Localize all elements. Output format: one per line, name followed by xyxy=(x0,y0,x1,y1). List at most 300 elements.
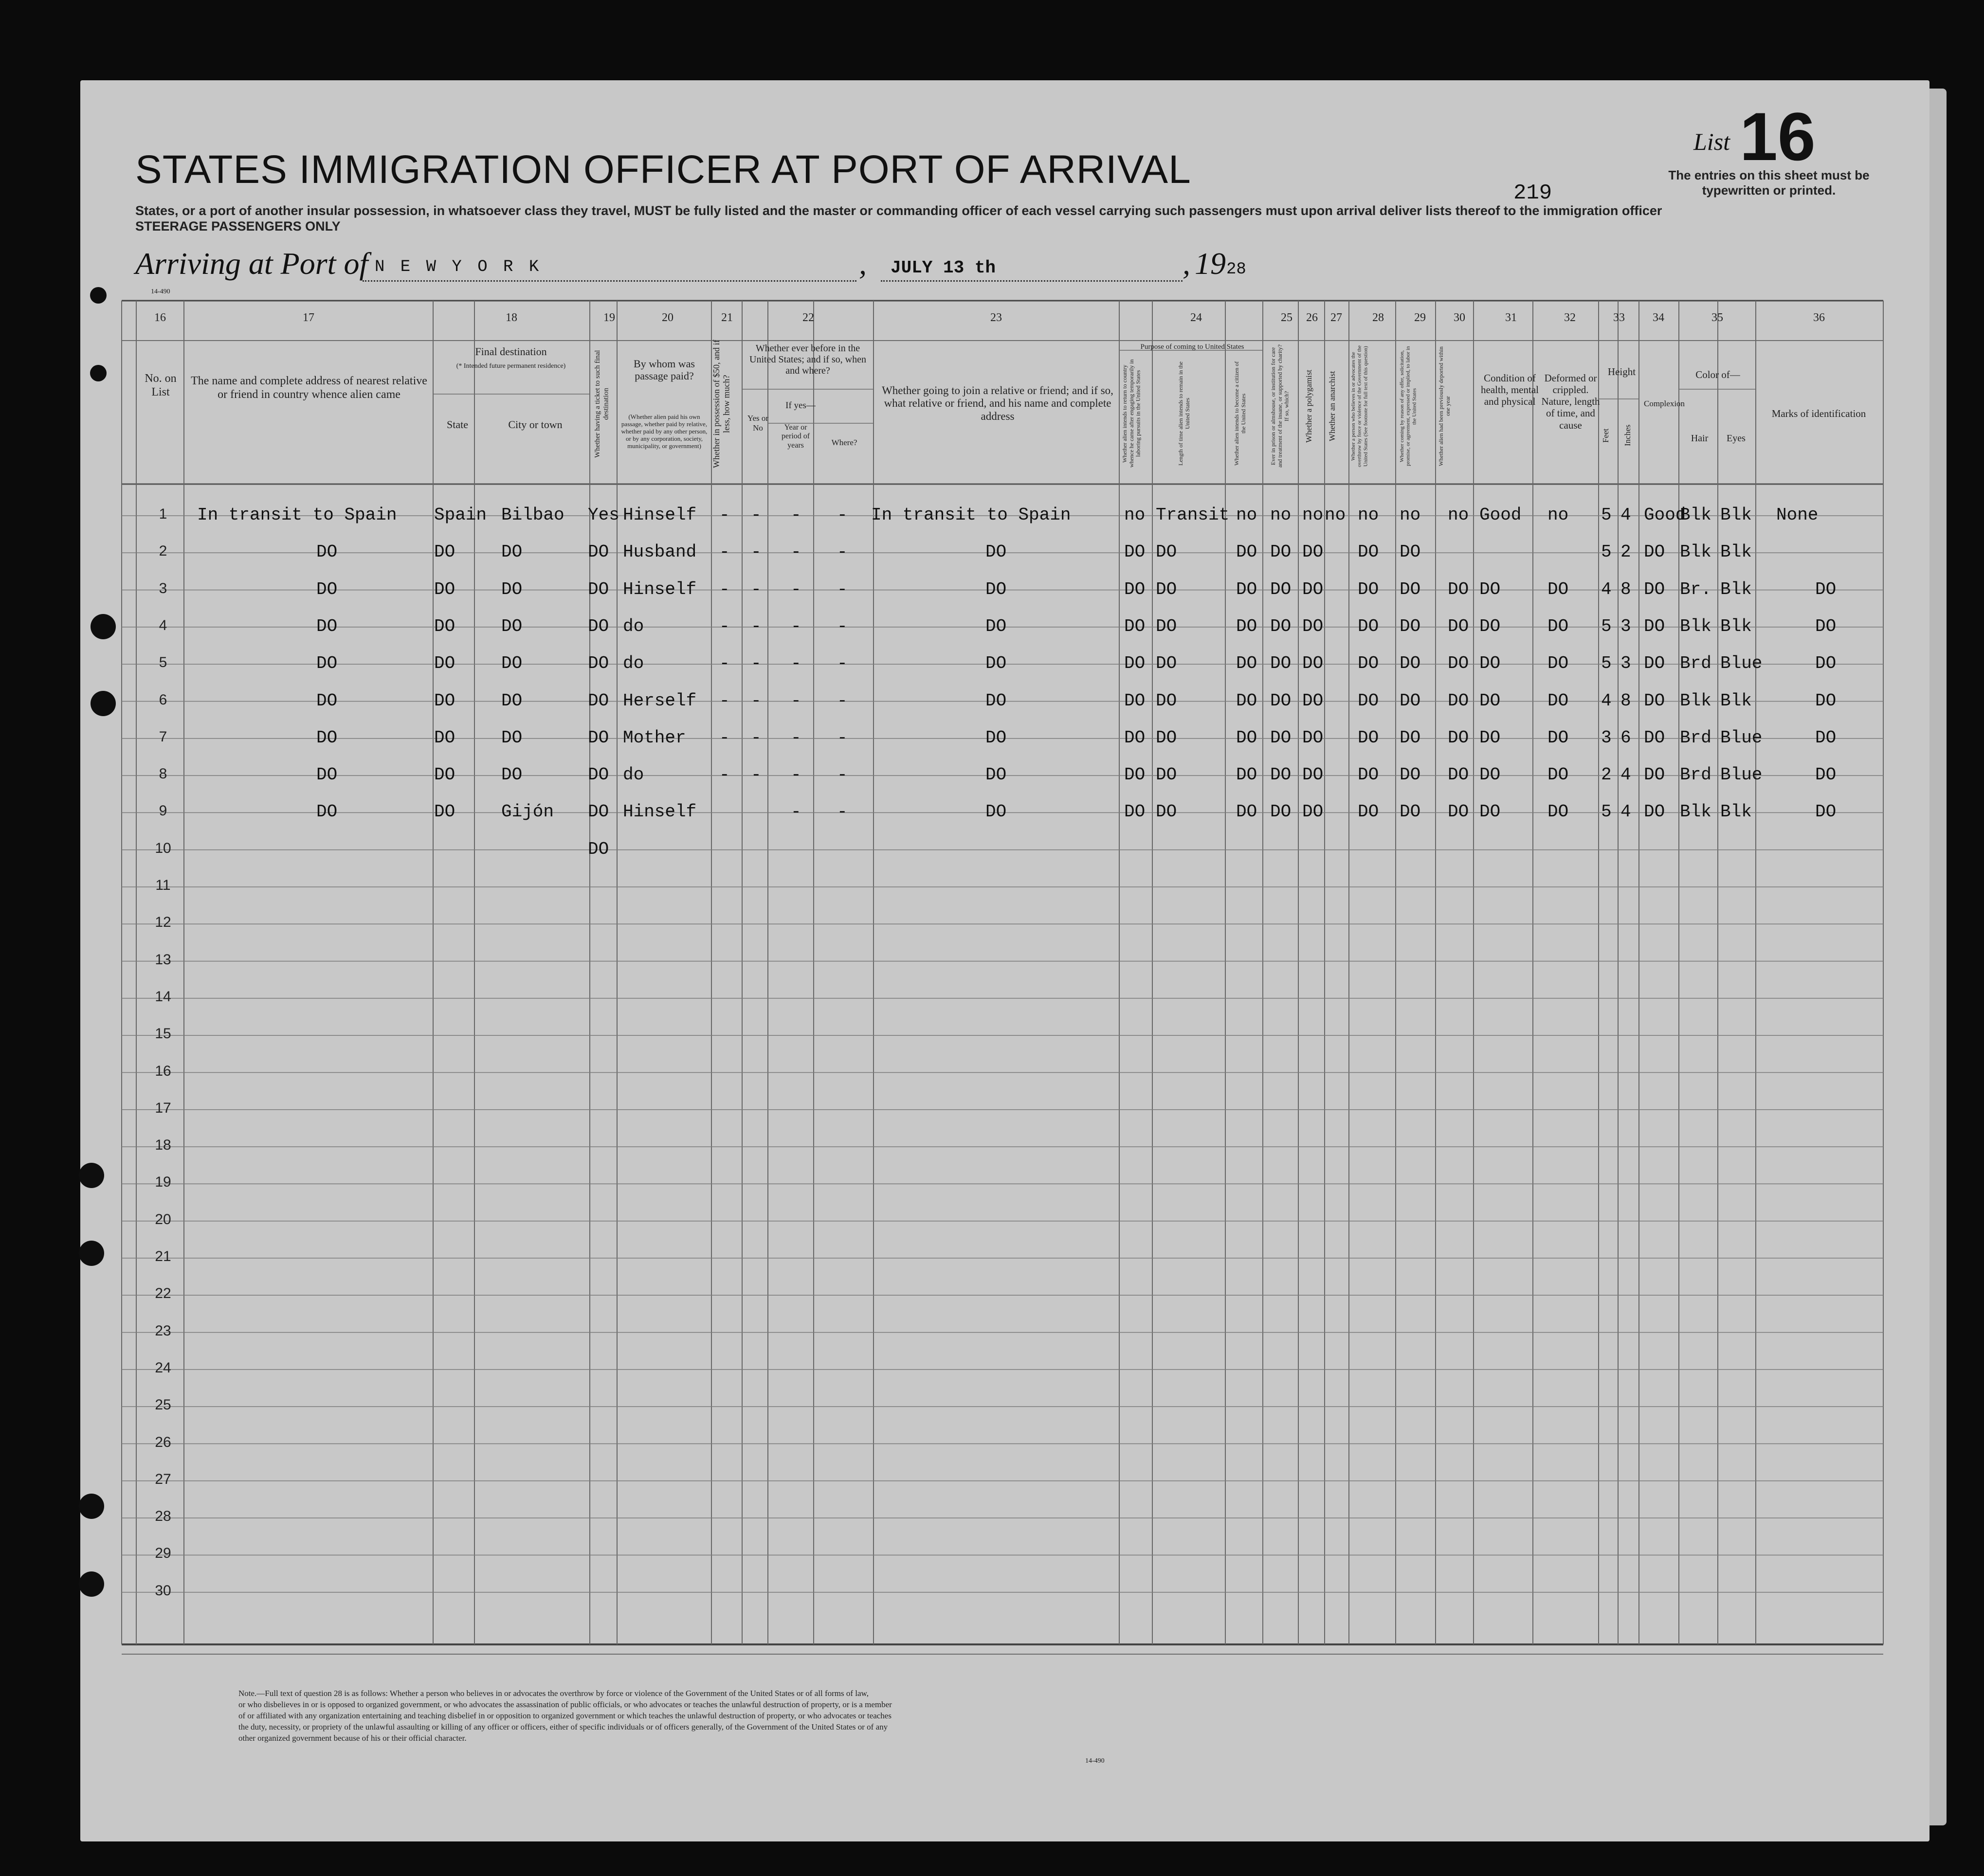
header-final-destination: Final destination xyxy=(475,345,547,358)
cell-c18c: DO xyxy=(501,653,523,674)
cell-c32: DO xyxy=(1547,653,1569,674)
cell-c20: Hinself xyxy=(623,579,697,599)
cell-c33f: 5 xyxy=(1601,616,1612,636)
cell-c17: DO xyxy=(316,616,338,636)
header-offer-labor: Whether coming by reason of any offer, solicitation, promise, or agreement, expressed or implied, to labor in the United States xyxy=(1399,346,1418,467)
cell-c20: Herself xyxy=(623,690,697,711)
cell-c29: DO xyxy=(1400,802,1421,822)
cell-c22b: - xyxy=(791,579,801,599)
header-state: State xyxy=(447,418,468,431)
header-joining-relative: Whether going to join a relative or friend; and if so, what relative or friend, and his name and complete address xyxy=(882,384,1113,422)
cell-c28: DO xyxy=(1358,579,1379,599)
cell-c20: do xyxy=(623,653,644,674)
cell-c22c: - xyxy=(837,802,848,822)
cell-c33f: 5 xyxy=(1601,653,1612,674)
cell-c24a: DO xyxy=(1124,579,1146,599)
cell-c24c: DO xyxy=(1236,690,1257,711)
cell-c35h: Blk xyxy=(1680,505,1711,525)
cell-c31: DO xyxy=(1479,653,1501,674)
column-number: 19 xyxy=(603,311,615,324)
cell-c31: DO xyxy=(1479,727,1501,748)
row-number: 4 xyxy=(159,617,167,633)
cell-c31: DO xyxy=(1479,765,1501,785)
cell-c23: DO xyxy=(985,765,1007,785)
cell-c32: DO xyxy=(1547,616,1569,636)
header-feet: Feet xyxy=(1601,428,1610,443)
row-number: 20 xyxy=(155,1211,171,1227)
cell-c24c: DO xyxy=(1236,653,1257,674)
row-number: 5 xyxy=(159,654,167,671)
header-inches: Inches xyxy=(1623,424,1632,447)
cell-c24c: no xyxy=(1236,505,1257,525)
cell-c19: DO xyxy=(588,542,609,562)
cell-c22a: - xyxy=(751,727,762,748)
row-number: 8 xyxy=(159,766,167,782)
cell-c36: DO xyxy=(1815,802,1837,822)
cell-c24c: DO xyxy=(1236,616,1257,636)
cell-c26: no xyxy=(1302,505,1324,525)
row-number: 6 xyxy=(159,691,167,708)
cell-c33f: 4 xyxy=(1601,579,1612,599)
cell-c31: DO xyxy=(1479,802,1501,822)
cell-c21: - xyxy=(719,690,730,711)
cell-c19: DO xyxy=(588,579,609,599)
cell-c20: Hinself xyxy=(623,802,697,822)
cell-c21: - xyxy=(719,579,730,599)
cell-c23: DO xyxy=(985,802,1007,822)
row-number: 26 xyxy=(155,1434,171,1450)
cell-c35e: Blue xyxy=(1720,653,1763,674)
cell-c17: DO xyxy=(316,802,338,822)
cell-c35h: Brd xyxy=(1680,653,1711,674)
row-number: 1 xyxy=(159,506,167,522)
cell-c35h: Blk xyxy=(1680,542,1711,562)
cell-c30: DO xyxy=(1448,616,1469,636)
cell-c24b: DO xyxy=(1156,765,1177,785)
cell-c29: DO xyxy=(1400,616,1421,636)
cell-c22c: - xyxy=(837,727,848,748)
cell-c30: DO xyxy=(1448,802,1469,822)
cell-c35h: Blk xyxy=(1680,616,1711,636)
cell-c35h: Brd xyxy=(1680,727,1711,748)
arrival-date: JULY 13 th xyxy=(891,258,996,278)
cell-c18s: DO xyxy=(434,653,455,674)
cell-c19: DO xyxy=(588,802,609,822)
cell-c18c: DO xyxy=(501,542,523,562)
column-number: 26 xyxy=(1306,311,1318,324)
header-color-of: Color of— xyxy=(1695,369,1740,380)
cell-c18c: DO xyxy=(501,765,523,785)
row-number: 24 xyxy=(155,1359,171,1376)
cell-c19: Yes xyxy=(588,505,619,525)
row-number: 17 xyxy=(155,1100,171,1116)
cell-c32: DO xyxy=(1547,727,1569,748)
cell-c22a: - xyxy=(751,765,762,785)
cell-c26: DO xyxy=(1302,579,1324,599)
cell-c23: DO xyxy=(985,616,1007,636)
cell-c29: DO xyxy=(1400,653,1421,674)
cell-c19: DO xyxy=(588,727,609,748)
header-relative-address: The name and complete address of nearest relative or friend in country whence alien came xyxy=(191,375,427,401)
cell-c35e: Blk xyxy=(1720,579,1752,599)
row-number: 16 xyxy=(155,1063,171,1079)
cell-c29: DO xyxy=(1400,579,1421,599)
year-suffix: 28 xyxy=(1226,260,1246,279)
cell-c22a: - xyxy=(751,542,762,562)
cell-c28: DO xyxy=(1358,765,1379,785)
comma: , xyxy=(1183,246,1190,281)
cell-c24b: DO xyxy=(1156,579,1177,599)
footnote-line: of or affiliated with any organization entertaining and teaching disbelief in or opposition to organized government or which teaches the unlawful destruction of property, or who advocates or teaches xyxy=(238,1711,892,1720)
cell-c28: DO xyxy=(1358,616,1379,636)
column-number: 32 xyxy=(1564,311,1576,324)
cell-c23: In transit to Spain xyxy=(871,505,1071,525)
column-number: 17 xyxy=(303,311,314,324)
cell-c24b: DO xyxy=(1156,727,1177,748)
row-number: 14 xyxy=(155,988,171,1005)
list-number: 16 xyxy=(1740,98,1816,175)
cell-c18c: DO xyxy=(501,727,523,748)
form-code-top: 14-490 xyxy=(151,288,170,295)
cell-c34: DO xyxy=(1644,579,1665,599)
cell-c36: DO xyxy=(1815,579,1837,599)
header-prison: Ever in prison or almshouse, or institution for care and treatment of the insane, or supported by charity? If so, which? xyxy=(1270,344,1290,468)
cell-c18c: DO xyxy=(501,579,523,599)
cell-c28: DO xyxy=(1358,653,1379,674)
cell-c22b: - xyxy=(791,765,801,785)
cell-c17: DO xyxy=(316,727,338,748)
cell-c30: no xyxy=(1448,505,1469,525)
row-number: 3 xyxy=(159,580,167,596)
cell-c33i: 4 xyxy=(1620,802,1631,822)
cell-c32: DO xyxy=(1547,690,1569,711)
cell-c24a: DO xyxy=(1124,653,1146,674)
cell-c22c: - xyxy=(837,505,848,525)
cell-c18s: DO xyxy=(434,542,455,562)
cell-c22c: - xyxy=(837,765,848,785)
header-marks: Marks of identification xyxy=(1771,408,1866,419)
row-number: 18 xyxy=(155,1137,171,1154)
row-number: 10 xyxy=(155,840,171,856)
cell-c30: DO xyxy=(1448,579,1469,599)
header-complexion: Complexion xyxy=(1644,399,1685,408)
cell-c19: DO xyxy=(588,839,609,859)
cell-c17: DO xyxy=(316,653,338,674)
cell-c22b: - xyxy=(791,616,801,636)
column-number: 16 xyxy=(154,311,166,324)
cell-c25: DO xyxy=(1270,690,1292,711)
cell-c22c: - xyxy=(837,653,848,674)
cell-c27: no xyxy=(1325,505,1346,525)
cell-c22b: - xyxy=(791,653,801,674)
header-eyes: Eyes xyxy=(1727,433,1746,444)
cell-c24a: DO xyxy=(1124,690,1146,711)
cell-c24b: DO xyxy=(1156,542,1177,562)
header-passage-paid-sub: (Whether alien paid his own passage, whether paid by relative, whether paid by any other person, or by any corporation, society, municipality, or government) xyxy=(621,413,708,450)
list-label: List xyxy=(1693,128,1730,155)
cell-c28: no xyxy=(1358,505,1379,525)
cell-c33f: 5 xyxy=(1601,505,1612,525)
header-polygamist: Whether a polygamist xyxy=(1304,369,1313,443)
cell-c21: - xyxy=(719,653,730,674)
cell-c24b: Transit xyxy=(1156,505,1230,525)
header-overthrow: Whether a person who believes in or advocates the overthrow by force or violence of the Government of the United States (See footnote for full text of this question) xyxy=(1350,345,1369,468)
cell-c17: In transit to Spain xyxy=(197,505,397,525)
row-number: 29 xyxy=(155,1545,171,1562)
cell-c34: DO xyxy=(1644,542,1665,562)
cell-c29: no xyxy=(1400,505,1421,525)
cell-c31: DO xyxy=(1479,616,1501,636)
cell-c22c: - xyxy=(837,542,848,562)
cell-c33i: 3 xyxy=(1620,616,1631,636)
cell-c25: DO xyxy=(1270,765,1292,785)
header-passage-paid: By whom was passage paid? xyxy=(634,358,695,382)
cell-c20: do xyxy=(623,765,644,785)
cell-c35e: Blue xyxy=(1720,765,1763,785)
cell-c21: - xyxy=(719,542,730,562)
cell-c20: do xyxy=(623,616,644,636)
row-number: 27 xyxy=(155,1471,171,1487)
row-number: 23 xyxy=(155,1322,171,1339)
header-height: Height xyxy=(1607,366,1636,378)
cell-c29: DO xyxy=(1400,765,1421,785)
cell-c22b: - xyxy=(791,802,801,822)
list-note: The entries on this sheet must be typewritten or printed. xyxy=(1668,168,1870,198)
column-number: 18 xyxy=(506,311,517,324)
cell-c25: DO xyxy=(1270,542,1292,562)
header-possession-50: Whether in possession of $50, and if less, how much? xyxy=(711,340,731,468)
cell-c28: DO xyxy=(1358,542,1379,562)
cell-c21: - xyxy=(719,727,730,748)
cell-c31: Good xyxy=(1479,505,1522,525)
row-number: 12 xyxy=(155,914,171,931)
cell-c17: DO xyxy=(316,690,338,711)
column-number: 31 xyxy=(1505,311,1517,324)
cell-c21: - xyxy=(719,616,730,636)
header-where: Where? xyxy=(831,438,857,447)
cell-c34: DO xyxy=(1644,690,1665,711)
header-ever-before-us: Whether ever before in the United States; and if so, when and where? xyxy=(749,343,866,376)
column-number: 35 xyxy=(1711,311,1723,324)
header-purpose-citizen: Whether alien intends to become a citizen of the United States xyxy=(1233,361,1247,466)
subtitle-line-1: States, or a port of another insular possession, in whatsoever class they travel, MUST be fully listed and the master or commanding officer of each vessel carrying such passengers must upon arrival deliver lists thereof to the immigration officer xyxy=(135,203,1662,218)
cell-c18c: DO xyxy=(501,690,523,711)
cell-c22b: - xyxy=(791,727,801,748)
column-number: 22 xyxy=(802,311,814,324)
cell-c20: Hinself xyxy=(623,505,697,525)
row-number: 22 xyxy=(155,1285,171,1302)
cell-c34: DO xyxy=(1644,653,1665,674)
cell-c19: DO xyxy=(588,653,609,674)
cell-c30: DO xyxy=(1448,727,1469,748)
cell-c18c: DO xyxy=(501,616,523,636)
cell-c18s: DO xyxy=(434,616,455,636)
cell-c23: DO xyxy=(985,579,1007,599)
cell-c33i: 8 xyxy=(1620,690,1631,711)
cell-c26: DO xyxy=(1302,653,1324,674)
cell-c24a: DO xyxy=(1124,616,1146,636)
subtitle-line-2: STEERAGE PASSENGERS ONLY xyxy=(135,219,341,234)
header-anarchist: Whether an anarchist xyxy=(1328,371,1337,442)
cell-c32: DO xyxy=(1547,802,1569,822)
column-number: 20 xyxy=(662,311,673,324)
column-number: 28 xyxy=(1372,311,1384,324)
cell-c30: DO xyxy=(1448,765,1469,785)
cell-c22c: - xyxy=(837,690,848,711)
row-number: 25 xyxy=(155,1397,171,1413)
cell-c29: DO xyxy=(1400,690,1421,711)
cell-c24a: DO xyxy=(1124,727,1146,748)
cell-c19: DO xyxy=(588,765,609,785)
row-number: 11 xyxy=(155,877,171,893)
column-number: 21 xyxy=(721,311,733,324)
footnote-line: other organized government because of his or their official character. xyxy=(238,1733,467,1743)
cell-c22c: - xyxy=(837,579,848,599)
cell-c36: DO xyxy=(1815,690,1837,711)
cell-c22a: - xyxy=(751,616,762,636)
cell-c25: DO xyxy=(1270,616,1292,636)
cell-c33f: 5 xyxy=(1601,802,1612,822)
cell-c26: DO xyxy=(1302,690,1324,711)
cell-c17: DO xyxy=(316,542,338,562)
cell-c33f: 5 xyxy=(1601,542,1612,562)
cell-c23: DO xyxy=(985,653,1007,674)
column-number: 33 xyxy=(1613,311,1625,324)
footnote-line: or who disbelieves in or is opposed to organized government, or who advocates the assassination of public officials, or who advocates or teaches the unlawful destruction of property, or is a member xyxy=(238,1699,892,1709)
header-if-yes: If yes— xyxy=(785,400,816,411)
comma: , xyxy=(859,246,867,281)
cell-c29: DO xyxy=(1400,727,1421,748)
cell-c24b: DO xyxy=(1156,653,1177,674)
cell-c33i: 4 xyxy=(1620,765,1631,785)
column-number: 24 xyxy=(1190,311,1202,324)
cell-c33f: 4 xyxy=(1601,690,1612,711)
header-yes-no: Yes or No xyxy=(747,414,769,433)
cell-c33i: 6 xyxy=(1620,727,1631,748)
cell-c35e: Blk xyxy=(1720,616,1752,636)
cell-c19: DO xyxy=(588,690,609,711)
form-code-bottom: 14-490 xyxy=(1085,1757,1105,1765)
column-number: 29 xyxy=(1414,311,1426,324)
header-purpose: Purpose of coming to United States xyxy=(1140,343,1244,351)
cell-c22b: - xyxy=(791,542,801,562)
cell-c22b: - xyxy=(791,690,801,711)
cell-c30: DO xyxy=(1448,653,1469,674)
cell-c33i: 2 xyxy=(1620,542,1631,562)
row-number: 13 xyxy=(155,951,171,968)
cell-c32: no xyxy=(1547,505,1569,525)
header-purpose-length: Length of time alien intends to remain in the United States xyxy=(1177,361,1191,466)
cell-c24c: DO xyxy=(1236,765,1257,785)
cell-c22b: - xyxy=(791,505,801,525)
cell-c22a: - xyxy=(751,653,762,674)
cell-c36: DO xyxy=(1815,727,1837,748)
cell-c24c: DO xyxy=(1236,802,1257,822)
cell-c21: - xyxy=(719,765,730,785)
header-city-town: City or town xyxy=(508,418,563,431)
cell-c18s: DO xyxy=(434,802,455,822)
cell-c24a: no xyxy=(1124,505,1146,525)
cell-c35e: Blue xyxy=(1720,727,1763,748)
cell-c26: DO xyxy=(1302,802,1324,822)
footnote-line: the duty, necessity, or propriety of the unlawful assaulting or killing of any officer or officers, either of specific individuals or of officers generally, of the Government of the United States or of any xyxy=(238,1722,888,1732)
footnote xyxy=(238,1688,892,1744)
cell-c36: DO xyxy=(1815,653,1837,674)
cell-c28: DO xyxy=(1358,690,1379,711)
cell-c24a: DO xyxy=(1124,765,1146,785)
header-deported: Whether alien had been previously deported within one year xyxy=(1438,346,1451,466)
row-number: 30 xyxy=(155,1582,171,1599)
row-number: 9 xyxy=(159,803,167,819)
cell-c26: DO xyxy=(1302,765,1324,785)
cell-c24b: DO xyxy=(1156,616,1177,636)
cell-c35h: Brd xyxy=(1680,765,1711,785)
cell-c36: DO xyxy=(1815,765,1837,785)
cell-c19: DO xyxy=(588,616,609,636)
cell-c34: Good xyxy=(1644,505,1686,525)
cell-c18c: Gijón xyxy=(501,802,554,822)
cell-c34: DO xyxy=(1644,727,1665,748)
cell-c24b: DO xyxy=(1156,690,1177,711)
cell-c26: DO xyxy=(1302,616,1324,636)
cell-c35h: Blk xyxy=(1680,690,1711,711)
cell-c35h: Blk xyxy=(1680,802,1711,822)
cell-c33i: 4 xyxy=(1620,505,1631,525)
page-title: STATES IMMIGRATION OFFICER AT PORT OF ARRIVAL xyxy=(135,147,1191,192)
cell-c34: DO xyxy=(1644,802,1665,822)
cell-c25: DO xyxy=(1270,653,1292,674)
column-number: 25 xyxy=(1281,311,1292,324)
header-hair: Hair xyxy=(1691,433,1709,444)
cell-c25: no xyxy=(1270,505,1292,525)
cell-c36: None xyxy=(1776,505,1819,525)
row-number: 7 xyxy=(159,728,167,745)
cell-c18c: Bilbao xyxy=(501,505,564,525)
cell-c33i: 8 xyxy=(1620,579,1631,599)
cell-c25: DO xyxy=(1270,727,1292,748)
cell-c18s: DO xyxy=(434,727,455,748)
cell-c32: DO xyxy=(1547,579,1569,599)
cell-c18s: DO xyxy=(434,765,455,785)
cell-c35h: Br. xyxy=(1680,579,1711,599)
cell-c25: DO xyxy=(1270,579,1292,599)
row-number: 19 xyxy=(155,1174,171,1191)
port-name: N E W Y O R K xyxy=(375,258,542,276)
cell-c23: DO xyxy=(985,727,1007,748)
cell-c35e: Blk xyxy=(1720,690,1752,711)
header-ticket: Whether having a ticket to such final destination xyxy=(594,350,610,458)
cell-c24c: DO xyxy=(1236,579,1257,599)
cell-c22a: - xyxy=(751,579,762,599)
cell-c36: DO xyxy=(1815,616,1837,636)
cell-c33f: 2 xyxy=(1601,765,1612,785)
column-number: 34 xyxy=(1653,311,1664,324)
header-health: Condition of health, mental and physical xyxy=(1481,372,1539,408)
cell-c17: DO xyxy=(316,765,338,785)
cell-c35e: Blk xyxy=(1720,505,1752,525)
year-prefix: 19 xyxy=(1195,246,1226,281)
cell-c35e: Blk xyxy=(1720,542,1752,562)
cell-c31: DO xyxy=(1479,579,1501,599)
cell-c25: DO xyxy=(1270,802,1292,822)
cell-c22a: - xyxy=(751,690,762,711)
cell-c26: DO xyxy=(1302,727,1324,748)
cell-c33i: 3 xyxy=(1620,653,1631,674)
cell-c26: DO xyxy=(1302,542,1324,562)
cell-c24c: DO xyxy=(1236,542,1257,562)
cell-c21: - xyxy=(719,505,730,525)
row-number: 2 xyxy=(159,543,167,559)
